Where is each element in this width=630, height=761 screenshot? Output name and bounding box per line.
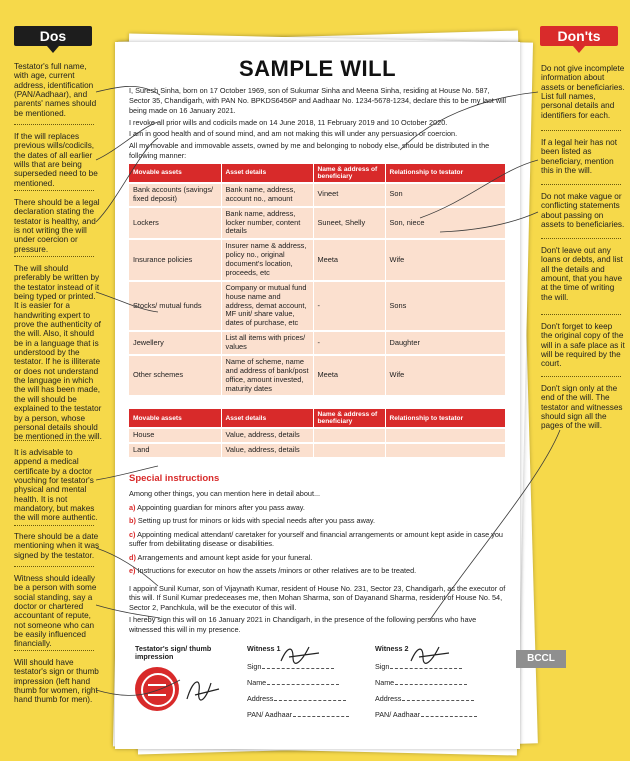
donts-note: Don't leave out any loans or debts, and list all the details and amount, that you have at the time of writing the will. xyxy=(541,246,623,302)
table-cell: Son xyxy=(385,183,506,207)
table-cell: Bank accounts (savings/ fixed deposit) xyxy=(129,183,221,207)
intro-revocation: I revoke all prior wills and codicils made on 14 June 2018, 11 February 2019 and 10 October 2020. xyxy=(129,117,448,127)
col-header: Movable assets xyxy=(129,164,221,183)
table-row xyxy=(129,331,506,355)
table-cell: Suneet, Shelly xyxy=(313,207,385,240)
divider xyxy=(541,130,621,131)
instruction-item xyxy=(129,530,506,549)
table-cell: Lockers xyxy=(129,207,221,240)
instruction-key: d) xyxy=(129,552,136,562)
table-row xyxy=(129,183,506,207)
instruction-key: b) xyxy=(129,516,136,526)
divider xyxy=(14,525,94,526)
instruction-text: Arrangements and amount kept aside for your funeral. xyxy=(137,552,313,562)
table-cell: House xyxy=(129,428,221,443)
donts-note: Do not give incomplete information about assets or beneficiaries. List full names, personal details and identifiers for each. xyxy=(541,64,625,120)
table-row xyxy=(129,443,506,457)
witness-1-pan-field[interactable] xyxy=(247,709,349,719)
field-label: PAN/ Aadhaar xyxy=(247,709,293,719)
instruction-item xyxy=(129,516,506,525)
witness-2-address-field[interactable] xyxy=(375,693,474,703)
intro-distribution: All my movable and immovable assets, owned by me and belonging to nobody else, should be distributed in the following manner: xyxy=(129,141,490,161)
field-label: PAN/ Aadhaar xyxy=(375,709,421,719)
table-row xyxy=(129,281,506,331)
executor-clause: I appoint Sunil Kumar, son of Vijaynath Kumar, resident of House No. 231, Sector 23, Chandigarh, as the executor of this will. If Sunil Kumar predeceases me, then Mohan Sharma, son of Dayanand Sharma, resident of House No. 54, Sector 2, Panchkula, will be the executor of this will. xyxy=(129,583,506,613)
dos-note: There should be a date mentioning when it was signed by the testator. xyxy=(14,532,100,560)
divider xyxy=(14,256,94,257)
intro-health: I am in good health and of sound mind, and am not making this will under any persuasion or coercion. xyxy=(129,129,458,139)
table-row xyxy=(129,428,506,443)
table-row xyxy=(129,239,506,281)
immovable-assets-table xyxy=(129,409,506,457)
table-cell: Value, address, details xyxy=(221,443,313,457)
divider xyxy=(14,440,94,441)
table-cell: Sons xyxy=(385,281,506,331)
divider xyxy=(541,184,621,185)
field-label: Address xyxy=(247,693,274,703)
table-cell: Company or mutual fund house name and address, demat account, MF unit/ share value, dates of purchase, etc xyxy=(221,281,313,331)
field-label: Sign xyxy=(247,661,262,671)
field-label: Name xyxy=(375,677,395,687)
dos-note: Will should have testator's sign or thumb impression (left hand thumb for women, right hand thumb for men). xyxy=(14,658,99,705)
col-header: Name & address of beneficiary xyxy=(313,409,385,428)
instruction-text: Appointing guardian for minors after you pass away. xyxy=(137,502,305,512)
testator-sign-label: Testator's sign/ thumb impression xyxy=(135,643,212,662)
dos-note: Testator's full name, with age, current address, identification (PAN/Aadhaar), and parents' names should be mentioned. xyxy=(14,62,97,118)
table-cell: Name of scheme, name and address of bank/post office, amount invested, maturity dates xyxy=(221,355,313,396)
instruction-text: Appointing medical attendant/ caretaker for yourself and financial arrangements or amount kept aside in case you suffer from debilitating disease or disabilities. xyxy=(129,529,503,549)
witness-2-pan-field[interactable] xyxy=(375,709,477,719)
table-cell: Wife xyxy=(385,239,506,281)
table-cell: Jewellery xyxy=(129,331,221,355)
witness-2-label: Witness 2 xyxy=(375,643,409,653)
witness-1-address-field[interactable] xyxy=(247,693,346,703)
movable-assets-table xyxy=(129,164,506,396)
table-cell: Meeta xyxy=(313,239,385,281)
table-cell xyxy=(313,443,385,457)
table-cell: Stocks/ mutual funds xyxy=(129,281,221,331)
instruction-item xyxy=(129,566,506,575)
table-cell: Wife xyxy=(385,355,506,396)
instruction-text: Instructions for executor on how the assets /minors or other relatives are to be treated. xyxy=(137,566,417,576)
table-cell: Insurance policies xyxy=(129,239,221,281)
dos-tab: Dos xyxy=(14,26,92,46)
witness-1-sign-field[interactable] xyxy=(247,661,334,671)
will-title: SAMPLE WILL xyxy=(238,56,397,81)
table-cell xyxy=(313,428,385,443)
donts-tab: Don'ts xyxy=(540,26,618,46)
table-cell: Other schemes xyxy=(129,355,221,396)
instruction-item xyxy=(129,553,506,562)
donts-note: Do not make vague or conflicting statements about passing on assets to beneficiaries. xyxy=(541,192,625,230)
col-header: Asset details xyxy=(221,164,313,183)
special-intro: Among other things, you can mention here in detail about... xyxy=(129,489,321,499)
donts-note: If a legal heir has not been listed as beneficiary, mention this in the will. xyxy=(541,138,618,176)
table-cell: Daughter xyxy=(385,331,506,355)
signing-clause: I hereby sign this will on 16 January 2021 in Chandigarh, in the presence of the following persons who have witnessed this will in my presence. xyxy=(129,615,477,634)
dos-note: If the will replaces previous wills/codicils, the dates of all earlier wills that are being superseded need to be mentioned. xyxy=(14,132,98,188)
witness-1-label: Witness 1 xyxy=(247,643,281,653)
witness-2-sign-field[interactable] xyxy=(375,661,462,671)
field-label: Name xyxy=(247,677,267,687)
table-cell xyxy=(385,428,506,443)
table-cell: - xyxy=(313,331,385,355)
instruction-item xyxy=(129,503,506,512)
col-header: Relationship to testator xyxy=(385,409,506,428)
testator-signature-icon xyxy=(183,673,223,707)
donts-note: Don't forget to keep the original copy of the will in a safe place as it will be required by the court. xyxy=(541,322,625,369)
divider xyxy=(541,314,621,315)
bccl-watermark: BCCL xyxy=(516,650,566,668)
table-cell: Insurer name & address, policy no., original document's location, proceeds, etc xyxy=(221,239,313,281)
testator-seal-icon xyxy=(135,667,179,711)
col-header: Asset details xyxy=(221,409,313,428)
table-cell xyxy=(385,443,506,457)
table-cell: Vineet xyxy=(313,183,385,207)
dos-note: The will should preferably be written by the testator instead of it being typed or printed. It is easier for a handwriting expert to prove the authenticity of the will. Also, it should be in a language that is understood by the testator. If he is illiterate or does not understand the language in which the will has been made, the will should be explained to the testator by a person, whose personal details should be mentioned in the will. xyxy=(14,264,102,442)
witness-2-name-field[interactable] xyxy=(375,677,467,687)
table-cell: Bank name, address, account no., amount xyxy=(221,183,313,207)
witness-1-name-field[interactable] xyxy=(247,677,339,687)
divider xyxy=(14,650,94,651)
instruction-key: e) xyxy=(129,566,136,576)
col-header: Name & address of beneficiary xyxy=(313,164,385,183)
signature-section xyxy=(129,643,506,749)
table-cell: Land xyxy=(129,443,221,457)
instruction-key: a) xyxy=(129,502,136,512)
divider xyxy=(541,376,621,377)
table-row xyxy=(129,355,506,396)
table-cell: Bank name, address, locker number, content details xyxy=(221,207,313,240)
table-cell: - xyxy=(313,281,385,331)
divider xyxy=(14,190,94,191)
field-label: Sign xyxy=(375,661,390,671)
dos-note: There should be a legal declaration stating the testator is healthy, and is not writing the will under coercion or pressure. xyxy=(14,198,100,254)
will-document xyxy=(115,42,520,749)
table-cell: Value, address, details xyxy=(221,428,313,443)
table-cell: Son, niece xyxy=(385,207,506,240)
divider xyxy=(14,124,94,125)
donts-note: Don't sign only at the end of the will. The testator and witnesses should sign all the pages of the will. xyxy=(541,384,623,431)
divider xyxy=(14,566,94,567)
instruction-key: c) xyxy=(129,529,136,539)
table-cell: List all items with prices/ values xyxy=(221,331,313,355)
col-header: Relationship to testator xyxy=(385,164,506,183)
table-cell: Meeta xyxy=(313,355,385,396)
col-header: Movable assets xyxy=(129,409,221,428)
instruction-text: Setting up trust for minors or kids with special needs after you pass away. xyxy=(137,516,376,526)
dos-note: It is advisable to append a medical certificate by a doctor vouching for testator's physical and mental health. It is not mandatory, but makes the will more authentic. xyxy=(14,448,98,523)
dos-note: Witness should ideally be a person with some social standing, say a doctor or chartered accountant of repute, not someone who can be easily influenced financially. xyxy=(14,574,97,649)
intro-declaration: I, Suresh Sinha, born on 17 October 1969, son of Sukumar Sinha and Meena Sinha, residing at House No. 587, Sector 35, Chandigarh, with PAN No. BPKDS6456P and Aadhaar No. 1234-5678-1234, declare this to be my last will being made on 16 January 2021. xyxy=(129,86,506,115)
table-row xyxy=(129,207,506,240)
special-instructions-heading: Special instructions xyxy=(129,473,220,485)
divider xyxy=(541,238,621,239)
field-label: Address xyxy=(375,693,402,703)
